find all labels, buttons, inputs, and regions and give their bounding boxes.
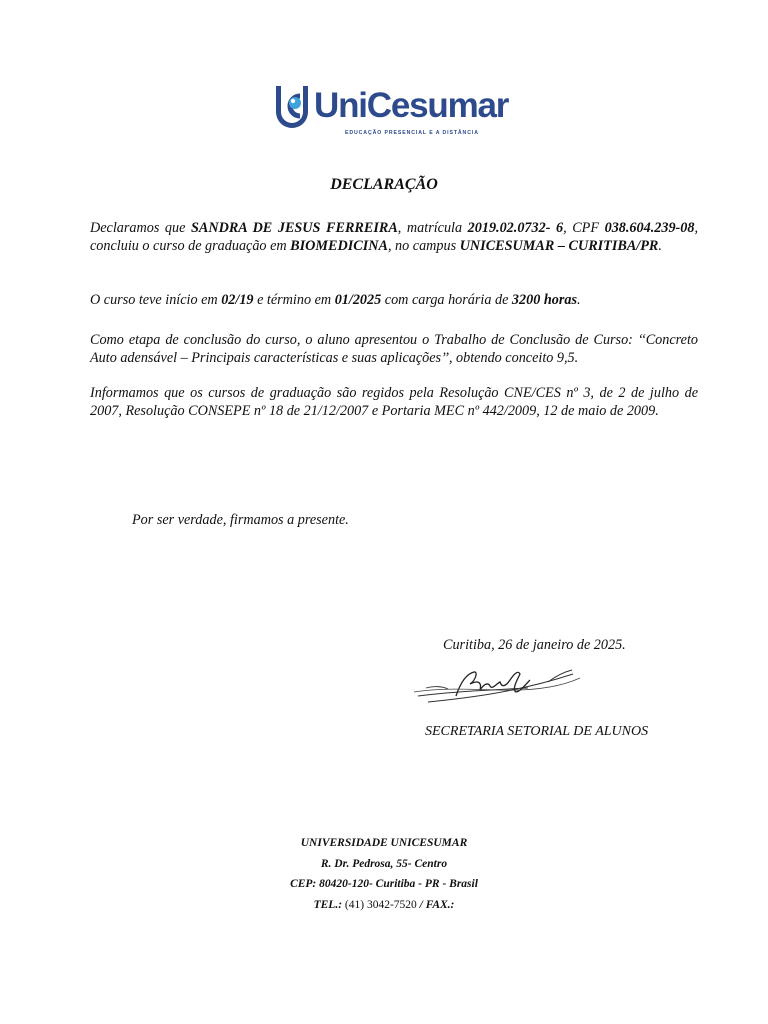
- text: e término em: [253, 292, 335, 308]
- regulation-paragraph: Informamos que os cursos de graduação são regidos pela Resolução CNE/CES nº 3, de 2 de julho de 2007, Resolução CONSEPE nº 18 de 21/12/2007 e Portaria MEC nº 442/2009, 12 de maio de 2009.: [90, 385, 698, 419]
- footer-university: UNIVERSIDADE UNICESUMAR: [300, 837, 468, 849]
- declaration-paragraph: [90, 219, 698, 255]
- footer-tel-label: TEL.:: [313, 898, 343, 911]
- unicesumar-logo-icon: [270, 82, 314, 134]
- text: com carga horária de: [381, 292, 512, 308]
- footer-address-block: [0, 833, 768, 915]
- text: , CPF: [563, 220, 605, 236]
- footer-contact: [0, 895, 768, 916]
- logo-tagline: EDUCAÇÃO PRESENCIAL E A DISTÂNCIA: [345, 130, 479, 136]
- footer-fax-label: / FAX.:: [419, 898, 455, 911]
- text: , no campus: [387, 238, 460, 254]
- text: , matrícula: [397, 220, 468, 236]
- text: Declaramos que: [90, 220, 191, 236]
- handwritten-signature: [408, 662, 588, 710]
- signatory-office: SECRETARIA SETORIAL DE ALUNOS: [425, 724, 649, 739]
- place-date: Curitiba, 26 de janeiro de 2025.: [443, 637, 626, 653]
- text: O curso teve início em: [90, 292, 222, 308]
- student-name: SANDRA DE JESUS FERREIRA: [191, 220, 398, 236]
- registration-number: 2019.02.0732- 6: [467, 220, 564, 236]
- text: .: [658, 238, 662, 254]
- unicesumar-logo: [270, 82, 509, 142]
- logo-wordmark: UniCesumar: [314, 86, 509, 125]
- course-period-paragraph: [90, 291, 698, 309]
- footer-street: R. Dr. Pedrosa, 55- Centro: [320, 857, 448, 870]
- footer-postal: CEP: 80420-120- Curitiba - PR - Brasil: [290, 878, 478, 890]
- footer-tel-number: (41) 3042-7520: [342, 898, 420, 911]
- campus-name: UNICESUMAR – CURITIBA/PR: [459, 238, 659, 254]
- closing-statement: Por ser verdade, firmamos a presente.: [132, 512, 349, 528]
- workload-hours: 3200 horas: [511, 292, 577, 308]
- start-date: 02/19: [221, 292, 254, 308]
- end-date: 01/2025: [334, 292, 382, 308]
- text: , concluiu o curso de graduação em: [90, 220, 698, 254]
- thesis-paragraph: Como etapa de conclusão do curso, o aluno apresentou o Trabalho de Conclusão de Curso: ‘‘Concreto Auto adensável – Principais características e suas aplicações’’, obtendo conceito 9,5.: [90, 332, 698, 366]
- document-title: DECLARAÇÃO: [330, 176, 438, 193]
- cpf-number: 038.604.239-08: [604, 220, 695, 236]
- text: .: [576, 292, 581, 308]
- course-name: BIOMEDICINA: [290, 238, 388, 254]
